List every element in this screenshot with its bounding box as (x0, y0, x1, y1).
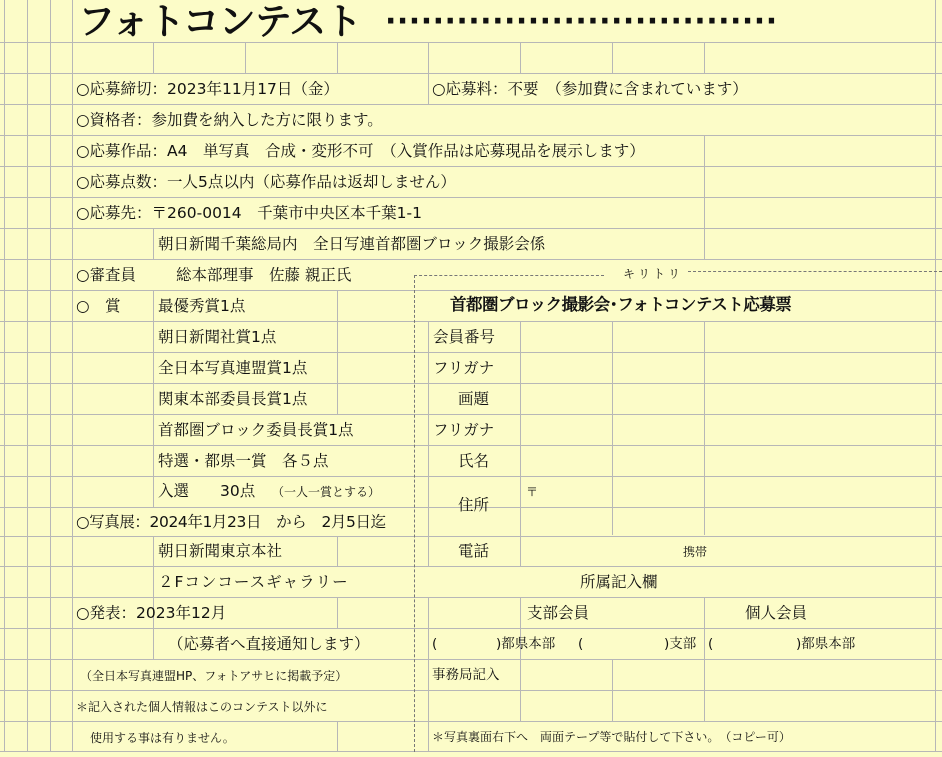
grid-line (704, 135, 705, 259)
attach-note: ＊写真裏面右下へ 両面テープ等で貼付して下さい。 （コピー可） (432, 730, 791, 744)
furigana-label: フリガナ (433, 359, 495, 377)
grid-line (337, 290, 338, 414)
grid-line (0, 290, 942, 291)
venue-floor: ２Fコンコースギャラリー (158, 573, 349, 591)
grid-line (0, 383, 942, 384)
publication-note: （全日本写真連盟HP、フォトアサヒに掲載予定） (80, 669, 348, 683)
member-number-label: 会員番号 (433, 328, 496, 346)
prize-nyusen-note: （一人一賞とする） (272, 485, 381, 499)
pref-hq-open: ( (432, 636, 438, 652)
prize-item: 最優秀賞1点 (158, 297, 246, 315)
grid-line (0, 721, 942, 722)
grid-line (428, 42, 429, 104)
prize-item: 関東本部委員長賞1点 (158, 390, 308, 408)
grid-line (612, 659, 613, 721)
grid-line (337, 597, 338, 628)
affiliation-label: 所属記入欄 (580, 573, 658, 591)
entry-address: ○応募先：〒260-0014 千葉市中央区本千葉1-1 (76, 204, 422, 222)
exhibition: ○写真展：2024年1月23日 から 2月5日迄 (76, 513, 386, 531)
entry-address-2: 朝日新聞千葉総局内 全日写連首都圏ブロック撮影会係 (158, 235, 546, 253)
privacy-note: ＊記入された個人情報はこのコンテスト以外に (76, 700, 328, 714)
prize-item: 首都圏ブロック委員長賞1点 (158, 421, 354, 439)
notification: （応募者へ直接通知します） (168, 635, 370, 653)
pref-hq-field: )都県本部 (796, 636, 856, 652)
prize-item: 特選・都県一賞 各５点 (158, 452, 329, 470)
entry-count: ○応募点数：一人5点以内（応募作品は返却しません） (76, 173, 456, 191)
form-title: 首都圏ブロック撮影会･フォトコンテスト応募票 (450, 295, 792, 314)
grid-line (935, 0, 936, 752)
grid-line (428, 321, 429, 566)
grid-line (0, 166, 942, 167)
grid-line (0, 690, 942, 691)
eligibility: ○資格者：参加費を納入した方に限ります。 (76, 111, 383, 129)
prize-item: 朝日新聞社賞1点 (158, 328, 277, 346)
judge-name: 総本部理事 佐藤 親正氏 (176, 266, 352, 284)
branch-field: )支部 (664, 636, 697, 652)
grid-line (704, 321, 705, 535)
theme-label: 画題 (458, 390, 490, 408)
pref-hq-field: )都県本部 (496, 636, 556, 652)
office-use-label: 事務局記入 (432, 667, 500, 683)
grid-line (0, 104, 942, 105)
entry-works: ○応募作品：A4 単写真 合成・変形不可 （入賞作品は応募現品を展示します） (76, 142, 645, 160)
prize-item: 全日本写真連盟賞1点 (158, 359, 308, 377)
branch-member-label: 支部会員 (527, 604, 590, 622)
grid-line (337, 721, 338, 752)
grid-line (704, 42, 705, 73)
grid-line (0, 259, 942, 260)
grid-line (27, 0, 28, 752)
grid-line (0, 659, 942, 660)
branch-open: ( (578, 636, 584, 652)
individual-member-label: 個人会員 (745, 604, 808, 622)
postal-mark: 〒 (526, 485, 539, 499)
cut-label: キリトリ (623, 267, 684, 281)
grid-line (0, 628, 942, 629)
venue: 朝日新聞東京本社 (158, 542, 283, 560)
grid-line (337, 536, 338, 567)
pref-hq-open: ( (708, 636, 714, 652)
grid-line (612, 42, 613, 73)
name-label: 氏名 (458, 452, 490, 470)
furigana-label: フリガナ (433, 421, 495, 439)
grid-line (72, 0, 73, 752)
title-leader-dots: ································· (385, 4, 778, 39)
judge-label: ○審査員 (76, 266, 137, 284)
grid-line (520, 597, 521, 721)
grid-line (153, 290, 154, 507)
grid-line (428, 597, 429, 752)
grid-line (0, 597, 942, 598)
grid-line (0, 321, 942, 322)
page-title: フォトコンテスト (78, 0, 362, 43)
privacy-note: 使用する事は有りません。 (90, 731, 235, 745)
grid-line (153, 536, 154, 660)
prize-label: ○ 賞 (76, 297, 121, 315)
grid-line (0, 507, 522, 508)
grid-line (0, 445, 942, 446)
grid-line (0, 536, 942, 537)
deadline: ○応募締切：2023年11月17日（金） (76, 80, 339, 98)
mobile-label: 携帯 (683, 545, 708, 559)
grid-line (0, 476, 942, 477)
grid-line (520, 321, 521, 566)
grid-line (337, 42, 338, 73)
grid-line (4, 0, 5, 752)
grid-line (0, 228, 942, 229)
grid-line (153, 228, 154, 260)
grid-line (0, 197, 942, 198)
grid-line (0, 352, 942, 353)
grid-line (245, 42, 246, 73)
grid-line (0, 751, 942, 752)
announcement: ○発表：2023年12月 (76, 604, 227, 622)
grid-line (50, 0, 51, 752)
address-label: 住所 (458, 496, 490, 514)
phone-label: 電話 (458, 542, 490, 560)
grid-line (522, 507, 942, 508)
prize-nyusen: 入選 30点 (158, 482, 256, 500)
grid-line (0, 566, 942, 567)
grid-line (612, 321, 613, 535)
grid-line (0, 73, 942, 74)
cut-line-horizontal (688, 271, 942, 272)
grid-line (704, 597, 705, 721)
grid-line (153, 42, 154, 73)
cut-line-horizontal (414, 275, 604, 276)
grid-line (0, 414, 942, 415)
grid-line (520, 42, 521, 73)
entry-fee: ○応募料：不要 （参加費に含まれています） (432, 80, 748, 98)
cut-line-vertical (414, 275, 415, 752)
grid-line (0, 135, 942, 136)
